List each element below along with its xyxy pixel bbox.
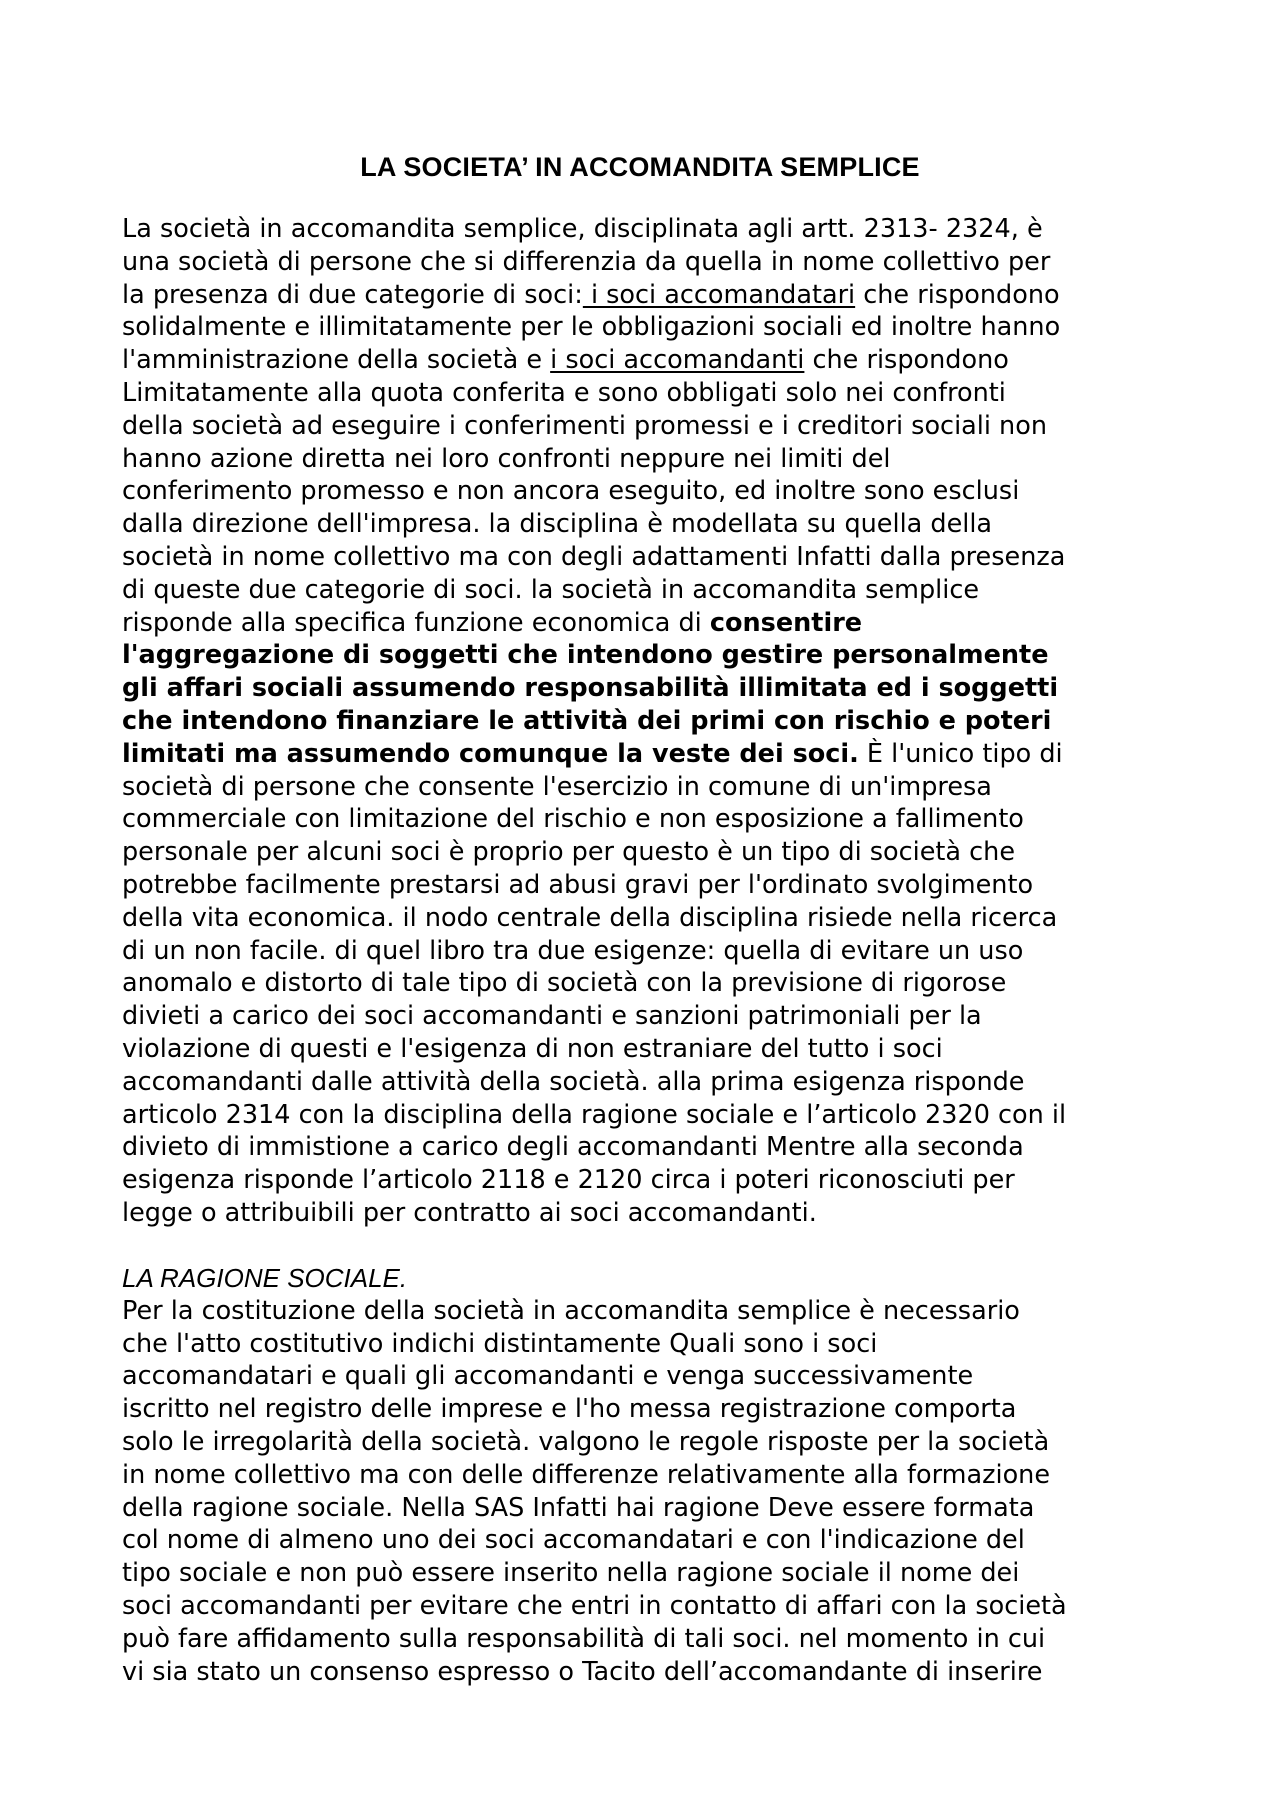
text-line: violazione di questi e l'esigenza di non estraniare del tutto i soci — [122, 1033, 943, 1064]
bold-text: consentire — [709, 607, 863, 638]
text-line: solo le irregolarità della società. valgono le regole risposte per la società — [122, 1426, 1050, 1457]
text-line: La società in accomandita semplice, disciplinata agli artt. 2313- 2324, è — [122, 214, 1043, 244]
underlined-term-accomandanti: i soci accomandanti — [550, 345, 805, 376]
text-line: vi sia stato un consenso espresso o Tacito dell’accomandante di inserire — [122, 1656, 1043, 1687]
text-line: personale per alcuni soci è proprio per questo è un tipo di società che — [122, 837, 1016, 868]
text-line: una società di persone che si differenzia da quella in nome collettivo per — [122, 246, 1051, 277]
text-line: commerciale con limitazione del rischio e non esposizione a fallimento — [122, 804, 1024, 835]
bold-text-line: gli affari sociali assumendo responsabilità illimitata ed i soggetti — [122, 673, 1059, 704]
text-line: dalla direzione dell'impresa. la disciplina è modellata su quella della — [122, 509, 993, 540]
bold-text: limitati ma assumendo comunque la veste dei soci. — [122, 738, 859, 769]
text-line: col nome di almeno uno dei soci accomandatari e con l'indicazione del — [122, 1525, 1025, 1556]
text-line: legge o attribuibili per contratto ai soci accomandanti. — [122, 1197, 817, 1228]
text-line: di queste due categorie di soci. la società in accomandita semplice — [122, 574, 980, 605]
text-line: iscritto nel registro delle imprese e l'ho messa registrazione comporta — [122, 1394, 1017, 1425]
bold-text-line: che intendono finanziare le attività dei primi con rischio e poteri — [122, 705, 1052, 736]
text-line: della società ad eseguire i conferimenti promessi e i creditori sociali non — [122, 410, 1047, 441]
text-line — [122, 279, 1172, 312]
text-line: divieti a carico dei soci accomandanti e sanzioni patrimoniali per la — [122, 1001, 982, 1032]
text-line — [122, 607, 1172, 640]
text-line: potrebbe facilmente prestarsi ad abusi gravi per l'ordinato svolgimento — [122, 869, 1034, 900]
text-line: accomandatari e quali gli accomandanti e venga successivamente — [122, 1361, 974, 1392]
text-line: di un non facile. di quel libro tra due esigenze: quella di evitare un uso — [122, 935, 1024, 966]
underlined-term-accomandatari: i soci accomandatari — [582, 279, 856, 310]
text-run: che rispondono — [855, 279, 1060, 310]
text-line: divieto di immistione a carico degli accomandanti Mentre alla seconda — [122, 1132, 1024, 1163]
text-line: accomandanti dalle attività della società. alla prima esigenza risponde — [122, 1066, 1025, 1097]
document-title: LA SOCIETA’ IN ACCOMANDITA SEMPLICE — [360, 152, 920, 182]
text-line: esigenza risponde l’articolo 2118 e 2120 circa i poteri riconosciuti per — [122, 1165, 1015, 1196]
text-run: risponde alla specifica funzione economica di — [122, 607, 710, 638]
text-line: articolo 2314 con la disciplina della ragione sociale e l’articolo 2320 con il — [122, 1099, 1067, 1130]
text-line: anomalo e distorto di tale tipo di società con la previsione di rigorose — [122, 968, 1007, 999]
text-run: È l'unico tipo di — [858, 738, 1063, 769]
text-line: della ragione sociale. Nella SAS Infatti hai ragione Deve essere formata — [122, 1492, 1035, 1523]
ragione-sociale-section — [122, 1262, 1172, 1688]
bold-text-line: l'aggregazione di soggetti che intendono gestire personalmente — [122, 640, 1049, 671]
text-line: Per la costituzione della società in accomandita semplice è necessario — [122, 1295, 1020, 1326]
section-heading: LA RAGIONE SOCIALE. — [122, 1263, 408, 1293]
text-line: tipo sociale e non può essere inserito nella ragione sociale il nome dei — [122, 1558, 1020, 1589]
text-line: conferimento promesso e non ancora eseguito, ed inoltre sono esclusi — [122, 476, 1020, 507]
text-line — [122, 738, 1172, 771]
text-line: Limitatamente alla quota conferita e sono obbligati solo nei confronti — [122, 377, 1006, 408]
text-line: hanno azione diretta nei loro confronti neppure nei limiti del — [122, 443, 891, 474]
text-line: solidalmente e illimitatamente per le obbligazioni sociali ed inoltre hanno — [122, 312, 1061, 343]
text-line: che l'atto costitutivo indichi distintamente Quali sono i soci — [122, 1328, 878, 1359]
text-line: può fare affidamento sulla responsabilità di tali soci. nel momento in cui — [122, 1623, 1046, 1654]
text-line: soci accomandanti per evitare che entri in contatto di affari con la società — [122, 1590, 1067, 1621]
text-run: che rispondono — [804, 345, 1009, 376]
text-line — [122, 344, 1172, 377]
text-line: della vita economica. il nodo centrale della disciplina risiede nella ricerca — [122, 902, 1058, 933]
text-run: l'amministrazione della società e — [122, 345, 551, 376]
text-line: società in nome collettivo ma con degli adattamenti Infatti dalla presenza — [122, 541, 1066, 572]
text-line: società di persone che consente l'esercizio in comune di un'impresa — [122, 771, 992, 802]
text-run: la presenza di due categorie di soci: — [122, 279, 583, 310]
text-line: in nome collettivo ma con delle differenze relativamente alla formazione — [122, 1459, 1051, 1490]
intro-paragraph — [122, 213, 1172, 1230]
